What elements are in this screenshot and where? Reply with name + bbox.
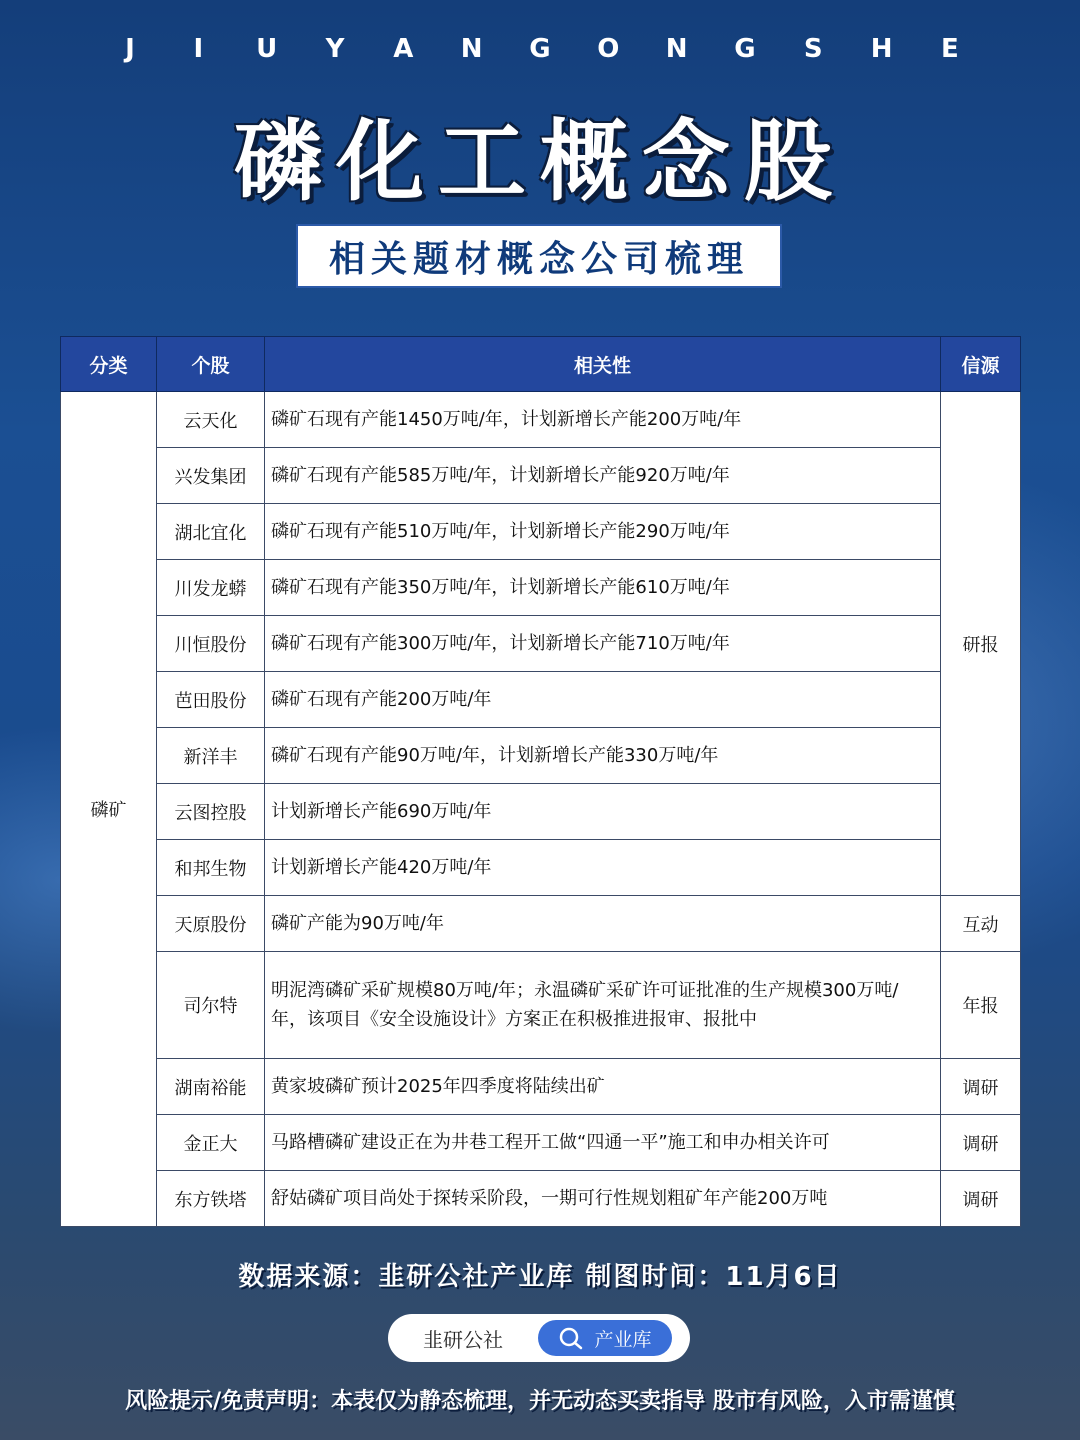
header-stock: 个股 [157, 337, 265, 392]
stock-cell: 金正大 [157, 1115, 265, 1171]
relevance-cell: 舒姑磷矿项目尚处于探转采阶段，一期可行性规划粗矿年产能200万吨 [265, 1171, 941, 1227]
brand-letter: N [460, 34, 483, 64]
table-row [61, 896, 1021, 952]
source-cell: 调研 [941, 1115, 1021, 1171]
table-row [61, 952, 1021, 1059]
page-title: 磷化工概念股 [233, 110, 846, 213]
table-row [61, 1171, 1021, 1227]
header-relevance: 相关性 [265, 337, 941, 392]
relevance-cell: 明泥湾磷矿采矿规模80万吨/年；永温磷矿采矿许可证批准的生产规模300万吨/年，该项目《安全设施设计》方案正在积极推进报审、报批中 [265, 952, 941, 1059]
relevance-cell: 计划新增长产能420万吨/年 [265, 840, 941, 896]
stock-cell: 天原股份 [157, 896, 265, 952]
brand-letter: U [256, 34, 278, 64]
source-cell: 年报 [941, 952, 1021, 1059]
relevance-cell: 磷矿石现有产能300万吨/年，计划新增长产能710万吨/年 [265, 616, 941, 672]
brand-name: 韭研公社 [423, 1327, 503, 1352]
relevance-cell: 磷矿产能为90万吨/年 [265, 896, 941, 952]
industry-db-label: 产业库 [594, 1328, 652, 1351]
table-row [61, 1059, 1021, 1115]
stock-cell: 芭田股份 [157, 672, 265, 728]
disclaimer: 风险提示/免责声明：本表仅为静态梳理，并无动态买卖指导 股市有风险，入市需谨慎 [125, 1389, 955, 1414]
category-cell: 磷矿 [61, 392, 157, 1227]
stock-cell: 云天化 [157, 392, 265, 448]
brand-letter: E [941, 34, 959, 64]
page-subtitle: 相关题材概念公司梳理 [296, 224, 782, 288]
brand-letter: A [393, 34, 414, 64]
search-icon [558, 1326, 584, 1350]
source-cell: 研报 [941, 392, 1021, 896]
header-category: 分类 [61, 337, 157, 392]
stock-cell: 兴发集团 [157, 448, 265, 504]
stock-cell: 川恒股份 [157, 616, 265, 672]
stock-table [60, 336, 1021, 1227]
table-row [61, 784, 1021, 840]
stock-cell: 湖北宜化 [157, 504, 265, 560]
brand-pill [388, 1314, 690, 1362]
relevance-cell: 磷矿石现有产能510万吨/年，计划新增长产能290万吨/年 [265, 504, 941, 560]
stock-cell: 湖南裕能 [157, 1059, 265, 1115]
source-cell: 调研 [941, 1171, 1021, 1227]
source-cell: 互动 [941, 896, 1021, 952]
brand-letter: G [734, 34, 756, 64]
stock-cell: 东方铁塔 [157, 1171, 265, 1227]
relevance-cell: 磷矿石现有产能90万吨/年，计划新增长产能330万吨/年 [265, 728, 941, 784]
brand-letter: O [597, 34, 620, 64]
brand-letter: I [193, 34, 204, 64]
stock-cell: 川发龙蟒 [157, 560, 265, 616]
relevance-cell: 磷矿石现有产能1450万吨/年，计划新增长产能200万吨/年 [265, 392, 941, 448]
brand-letter: G [529, 34, 551, 64]
table-row [61, 672, 1021, 728]
brand-letter: Y [325, 34, 345, 64]
table-row [61, 560, 1021, 616]
brand-letter: J [125, 34, 135, 64]
table-header-row [61, 337, 1021, 392]
stock-cell: 新洋丰 [157, 728, 265, 784]
relevance-cell: 磷矿石现有产能200万吨/年 [265, 672, 941, 728]
table-row [61, 448, 1021, 504]
stock-cell: 云图控股 [157, 784, 265, 840]
source-cell: 调研 [941, 1059, 1021, 1115]
relevance-cell: 马路槽磷矿建设正在为井巷工程开工做“四通一平”施工和申办相关许可 [265, 1115, 941, 1171]
header-source: 信源 [941, 337, 1021, 392]
table-row [61, 504, 1021, 560]
relevance-cell: 计划新增长产能690万吨/年 [265, 784, 941, 840]
relevance-cell: 磷矿石现有产能350万吨/年，计划新增长产能610万吨/年 [265, 560, 941, 616]
table-row [61, 840, 1021, 896]
stock-cell: 和邦生物 [157, 840, 265, 896]
relevance-cell: 磷矿石现有产能585万吨/年，计划新增长产能920万吨/年 [265, 448, 941, 504]
table-row [61, 1115, 1021, 1171]
data-source-line: 数据来源：韭研公社产业库 制图时间：11月6日 [238, 1262, 842, 1292]
brand-letter: S [803, 34, 823, 64]
industry-db-button[interactable] [538, 1320, 672, 1356]
brand-letter: H [870, 34, 893, 64]
table-row [61, 728, 1021, 784]
table-row [61, 392, 1021, 448]
brand-letters [110, 34, 970, 64]
table-row [61, 616, 1021, 672]
stock-cell: 司尔特 [157, 952, 265, 1059]
brand-letter: N [665, 34, 688, 64]
relevance-cell: 黄家坡磷矿预计2025年四季度将陆续出矿 [265, 1059, 941, 1115]
